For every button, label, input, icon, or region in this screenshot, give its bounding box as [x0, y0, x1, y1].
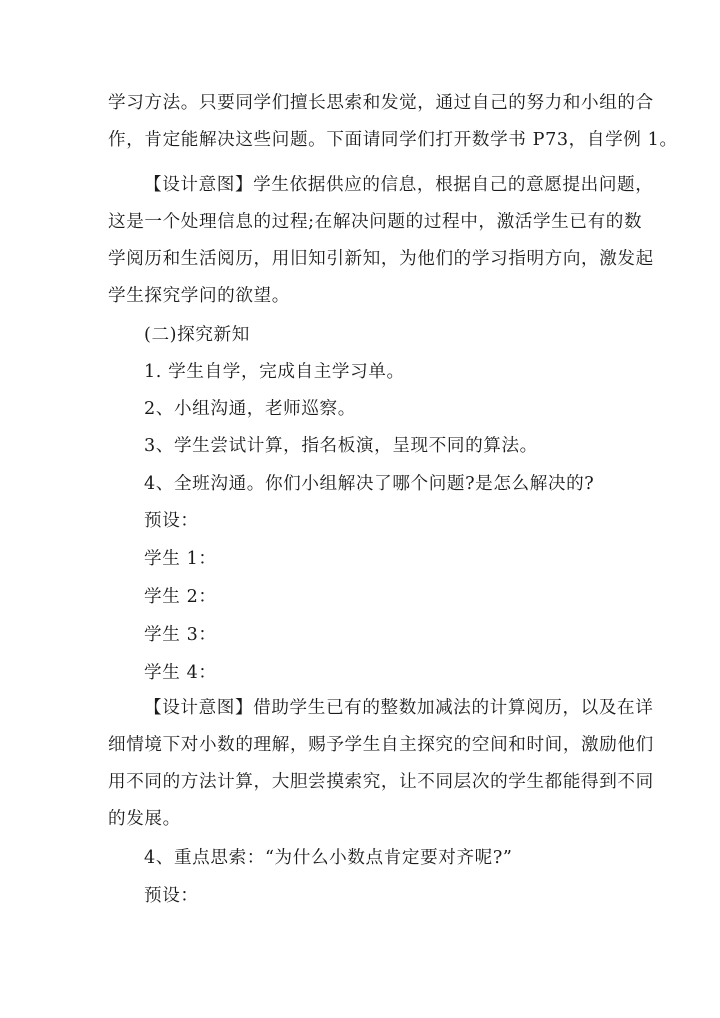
step-item: 3、学生尝试计算，指名板演，呈现不同的算法。	[144, 436, 538, 456]
text-line: 这是一个处理信息的过程;在解决问题的过程中，激活学生已有的数	[108, 212, 643, 232]
step-item: 1. 学生自学，完成自主学习单。	[144, 362, 405, 382]
text-line: 学阅历和生活阅历，用旧知引新知，为他们的学习指明方向，激发起	[108, 249, 654, 269]
step-item: 4、全班沟通。你们小组解决了哪个问题?是怎么解决的?	[144, 474, 595, 494]
section-title: (二)探究新知	[144, 325, 250, 345]
text-line: 的发展。	[108, 809, 181, 829]
preset-label: 预设：	[144, 886, 199, 906]
text-line: 作，肯定能解决这些问题。下面请同学们打开数学书 P73，自学例 1。	[108, 130, 678, 150]
text-line: 【设计意图】借助学生已有的整数加减法的计算阅历，以及在详	[144, 698, 654, 718]
text-line: 细情境下对小数的理解，赐予学生自主探究的空间和时间，激励他们	[108, 735, 654, 755]
paragraph-design-intent-2	[108, 690, 654, 838]
text-line: 学生探究学问的欲望。	[108, 286, 290, 306]
student-item: 学生 4：	[144, 663, 217, 683]
student-item: 学生 1：	[144, 549, 217, 569]
paragraph-design-intent-1	[108, 167, 654, 315]
preset-label: 预设：	[144, 511, 199, 531]
student-item: 学生 3：	[144, 625, 217, 645]
text-line: 用不同的方法计算，大胆尝摸索究，让不同层次的学生都能得到不同	[108, 772, 654, 792]
student-item: 学生 2：	[144, 587, 217, 607]
paragraph-intro	[108, 85, 678, 159]
text-line: 学习方法。只要同学们擅长思索和发觉，通过自己的努力和小组的合	[108, 93, 654, 113]
focus-question: 4、重点思索：“为什么小数点肯定要对齐呢?”	[144, 848, 513, 868]
step-item: 2、小组沟通，老师巡察。	[144, 399, 356, 419]
text-line: 【设计意图】学生依据供应的信息，根据自己的意愿提出问题，	[144, 175, 654, 195]
